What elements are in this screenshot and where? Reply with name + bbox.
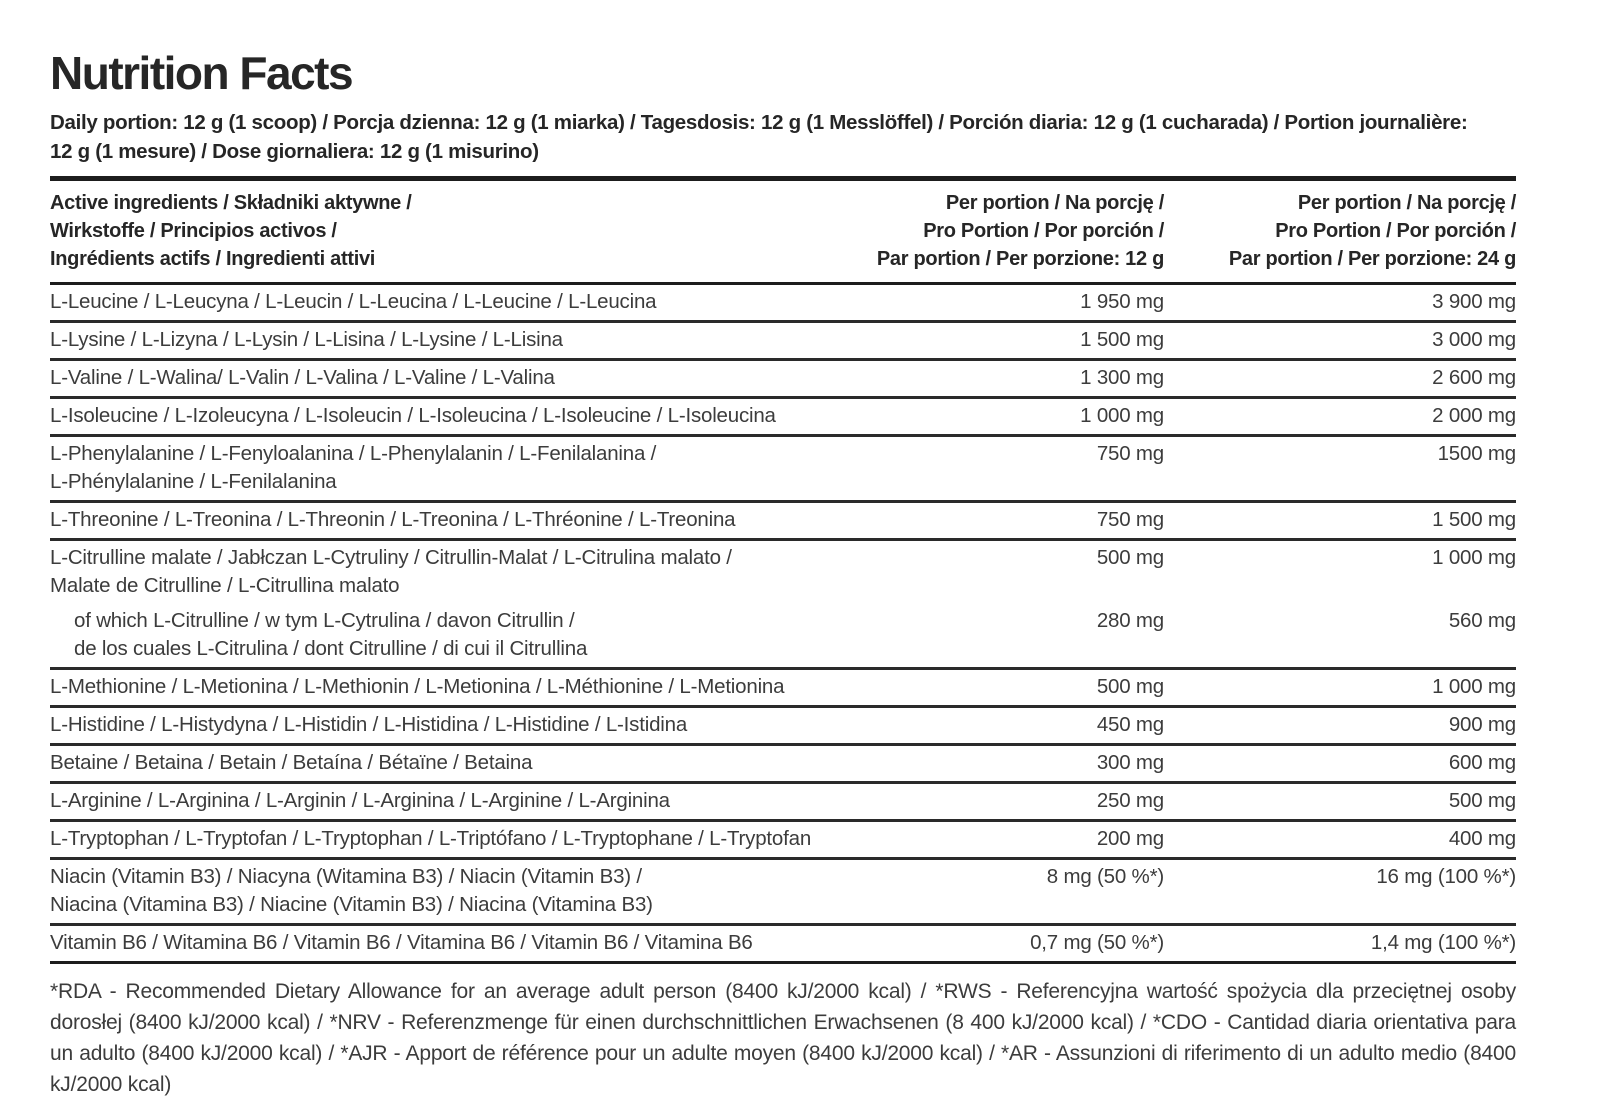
- table-row-lysine: [50, 323, 1516, 358]
- header-line: Ingrédients actifs / Ingredienti attivi: [50, 248, 376, 270]
- sub-ingredient-name: [50, 607, 834, 663]
- page-title: Nutrition Facts: [50, 47, 353, 99]
- header-line: Pro Portion / Por porción /: [1275, 220, 1516, 242]
- ingredient-name: Vitamin B6 / Witamina B6 / Vitamin B6 / Vitamina B6 / Vitamin B6 / Vitamina B6: [50, 931, 753, 954]
- table-row-niacin: [50, 860, 1516, 923]
- table-header: [50, 181, 1516, 282]
- ingredient-name: L-Tryptophan / L-Tryptofan / L-Tryptophan / L-Triptófano / L-Tryptophane / L-Tryptofan: [50, 827, 812, 850]
- daily-portion-statement: Daily portion: 12 g (1 scoop) / Porcja dzienna: 12 g (1 miarka) / Tagesdosis: 12 g (1 Messlöffel) / Porción diaria: 12 g (1 cucharada) / Portion journalière: 12 g (1 mesure) / Dose giornaliera: 12 g (1 misurino): [50, 111, 1468, 163]
- value-per-24g: 500 mg: [1448, 789, 1516, 812]
- sub-ingredient-name-line: de los cuales L-Citrulina / dont Citrulline / di cui il Citrullina: [74, 637, 588, 660]
- table-subrow-of-which-citrulline: [50, 604, 1516, 667]
- value-per-12g: 750 mg: [1096, 442, 1164, 465]
- ingredient-name-line: Niacin (Vitamin B3) / Niacyna (Witamina B3) / Niacin (Vitamin B3) /: [50, 865, 642, 888]
- value-per-12g: 500 mg: [1096, 546, 1164, 569]
- ingredient-name: [50, 440, 834, 496]
- value-per-24g: 400 mg: [1448, 827, 1516, 850]
- value-per-24g: 1500 mg: [1437, 442, 1516, 465]
- value-per-12g: 1 000 mg: [1080, 404, 1164, 427]
- header-line: Par portion / Per porzione: 24 g: [1228, 248, 1516, 270]
- value-per-24g: 1,4 mg (100 %*): [1370, 931, 1516, 954]
- table-row-methionine: [50, 670, 1516, 705]
- ingredient-name: L-Methionine / L-Metionina / L-Methionin / L-Metionina / L-Méthionine / L-Metionina: [50, 675, 785, 698]
- value-per-24g: 16 mg (100 %*): [1376, 865, 1516, 888]
- ingredient-name: L-Threonine / L-Treonina / L-Threonin / L-Treonina / L-Thréonine / L-Treonina: [50, 508, 736, 531]
- rda-footnote: *RDA - Recommended Dietary Allowance for an average adult person (8400 kJ/2000 kcal) / *RWS - Referencyjna wartość spożycia dla przeciętnej osoby dorosłej (8400 kJ/2000 kcal) / *NRV - Referenzmenge für einen durchschnittlichen Erwachsenen (8 400 kJ/2000 kcal) / *CDO - Cantidad diaria orientativa para un adulto (8400 kJ/2000 kcal) / *AJR - Apport de référence pour un adulte moyen (8400 kJ/2000 kcal) / *AR - Assunzioni di riferimento di un adulto medio (8400 kJ/2000 kcal): [50, 980, 1516, 1096]
- header-line: Par portion / Per porzione: 12 g: [876, 248, 1164, 270]
- header-line: Pro Portion / Por porción /: [923, 220, 1164, 242]
- value-per-12g: 280 mg: [1096, 609, 1164, 632]
- table-row-threonine: [50, 503, 1516, 538]
- table-row-phenylalanine: [50, 437, 1516, 500]
- value-per-24g: 1 500 mg: [1432, 508, 1516, 531]
- ingredient-name: [50, 544, 834, 600]
- value-per-12g: 450 mg: [1096, 713, 1164, 736]
- ingredient-name: L-Leucine / L-Leucyna / L-Leucin / L-Leucina / L-Leucine / L-Leucina: [50, 290, 657, 313]
- ingredient-name: L-Arginine / L-Arginina / L-Arginin / L-Arginina / L-Arginine / L-Arginina: [50, 789, 670, 812]
- value-per-24g: 600 mg: [1448, 751, 1516, 774]
- value-per-24g: 2 000 mg: [1432, 404, 1516, 427]
- value-per-24g: 1 000 mg: [1432, 675, 1516, 698]
- header-line: Per portion / Na porcję /: [1297, 192, 1516, 214]
- header-line: Wirkstoffe / Principios activos /: [50, 220, 337, 242]
- value-per-12g: 750 mg: [1096, 508, 1164, 531]
- ingredient-name-line: Niacina (Vitamina B3) / Niacine (Vitamin B3) / Niacina (Vitamina B3): [50, 893, 653, 916]
- ingredient-name-line: L-Phenylalanine / L-Fenyloalanina / L-Phenylalanin / L-Fenilalanina /: [50, 442, 657, 465]
- value-per-24g: 3 900 mg: [1432, 290, 1516, 313]
- table-row-arginine: [50, 784, 1516, 819]
- table-row-valine: [50, 361, 1516, 396]
- table-row-isoleucine: [50, 399, 1516, 434]
- value-per-24g: 2 600 mg: [1432, 366, 1516, 389]
- value-per-24g: 1 000 mg: [1432, 546, 1516, 569]
- ingredient-name-line: L-Citrulline malate / Jabłczan L-Cytruliny / Citrullin-Malat / L-Citrulina malato /: [50, 546, 732, 569]
- ingredient-name-line: L-Phénylalanine / L-Fenilalanina: [50, 470, 337, 493]
- table-row-tryptophan: [50, 822, 1516, 857]
- table-row-leucine: [50, 285, 1516, 320]
- table-row-histidine: [50, 708, 1516, 743]
- value-per-12g: 250 mg: [1096, 789, 1164, 812]
- header-per-portion-24g: [1164, 189, 1516, 273]
- ingredient-name-line: Malate de Citrulline / L-Citrullina malato: [50, 574, 400, 597]
- header-line: Active ingredients / Składniki aktywne /: [50, 192, 412, 214]
- value-per-12g: 1 950 mg: [1080, 290, 1164, 313]
- ingredient-name: [50, 863, 834, 919]
- value-per-12g: 0,7 mg (50 %*): [1030, 931, 1164, 954]
- value-per-12g: 8 mg (50 %*): [1046, 865, 1164, 888]
- ingredient-name: Betaine / Betaina / Betain / Betaína / Bétaïne / Betaina: [50, 751, 533, 774]
- ingredient-name: L-Histidine / L-Histydyna / L-Histidin / L-Histidina / L-Histidine / L-Istidina: [50, 713, 688, 736]
- divider-table-bottom: [50, 961, 1516, 964]
- value-per-24g: 560 mg: [1448, 609, 1516, 632]
- value-per-12g: 1 500 mg: [1080, 328, 1164, 351]
- table-row-citrulline-malate: [50, 541, 1516, 604]
- value-per-12g: 500 mg: [1096, 675, 1164, 698]
- value-per-24g: 3 000 mg: [1432, 328, 1516, 351]
- value-per-24g: 900 mg: [1448, 713, 1516, 736]
- value-per-12g: 1 300 mg: [1080, 366, 1164, 389]
- table-row-betaine: [50, 746, 1516, 781]
- sub-ingredient-name-line: of which L-Citrulline / w tym L-Cytrulina / davon Citrullin /: [74, 609, 575, 632]
- table-row-vitamin-b6: [50, 926, 1516, 961]
- header-active-ingredients: [50, 189, 834, 273]
- value-per-12g: 300 mg: [1096, 751, 1164, 774]
- ingredient-name: L-Lysine / L-Lizyna / L-Lysin / L-Lisina / L-Lysine / L-Lisina: [50, 328, 563, 351]
- ingredient-name: L-Valine / L-Walina/ L-Valin / L-Valina / L-Valine / L-Valina: [50, 366, 555, 389]
- ingredient-name: L-Isoleucine / L-Izoleucyna / L-Isoleucin / L-Isoleucina / L-Isoleucine / L-Isoleucina: [50, 404, 776, 427]
- header-line: Per portion / Na porcję /: [945, 192, 1164, 214]
- value-per-12g: 200 mg: [1096, 827, 1164, 850]
- header-per-portion-12g: [834, 189, 1164, 273]
